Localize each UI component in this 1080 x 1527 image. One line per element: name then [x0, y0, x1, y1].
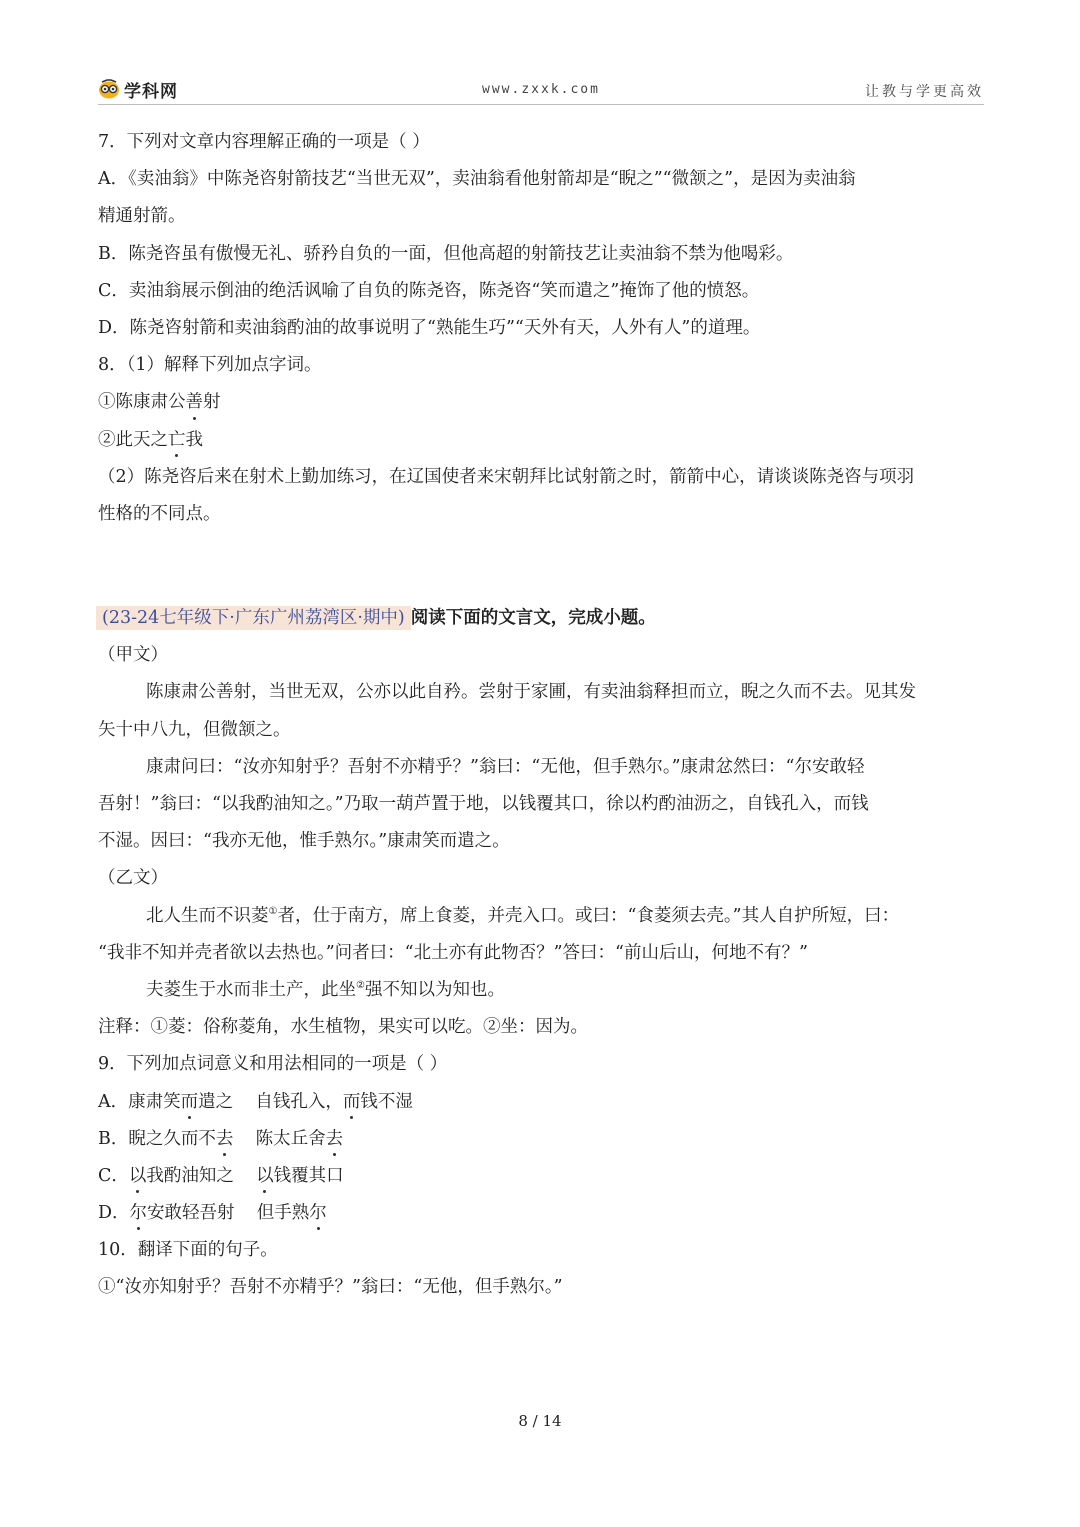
dotted-char: 而 — [181, 1084, 199, 1121]
q9-option-text: 遣之 自钱孔入， — [198, 1091, 343, 1112]
yi-line — [98, 898, 984, 935]
q7-option-d: D．陈尧咨射箭和卖油翁酌油的故事说明了“熟能生巧”“天外有天，人外有人”的道理。 — [98, 317, 761, 338]
slogan: 让教与学更高效 — [865, 84, 984, 100]
page-number: 8 / 14 — [518, 1412, 562, 1430]
q9-option-text: 我酌油知之 — [146, 1165, 257, 1186]
q9-option-text: B．睨之久而不 — [98, 1128, 216, 1149]
q9-option-a — [98, 1084, 984, 1121]
logo-text: 学科网 — [124, 81, 178, 102]
q9-option-text: A．康肃笑 — [98, 1091, 181, 1112]
jia-line: 不湿。因曰：“我亦无他，惟手熟尔。”康肃笑而遣之。 — [98, 831, 510, 852]
q9-stem: 9．下列加点词意义和用法相同的一项是（ ） — [98, 1054, 448, 1075]
dotted-char: 尔 — [309, 1195, 327, 1232]
q10-sentence-1: ①“汝亦知射乎？吾射不亦精乎？”翁曰：“无他，但手熟尔。” — [98, 1277, 563, 1298]
jia-line: 矢十中八九，但微颔之。 — [98, 719, 291, 740]
spacer — [98, 533, 984, 600]
q8-part2-line2: 性格的不同点。 — [98, 503, 221, 524]
q8-item-2-post: 我 — [185, 429, 203, 450]
q9-option-text: 陈太丘舍 — [233, 1128, 326, 1149]
q8-item-1-pre: ①陈康肃公 — [98, 392, 186, 413]
q9-option-d — [98, 1195, 984, 1232]
yi-line-text: 者，仕于南方，席上食菱，并壳入口。或曰：“食菱须去壳。”其人自护所短，曰： — [277, 905, 900, 926]
dotted-char: 亡 — [168, 422, 186, 459]
dotted-char: 善 — [186, 384, 204, 421]
yi-line — [98, 972, 984, 1009]
yi-label: （乙文） — [98, 868, 168, 889]
annotation: 注释：①菱：俗称菱角，水生植物，果实可以吃。②坐：因为。 — [98, 1017, 588, 1038]
section-title: 阅读下面的文言文，完成小题。 — [410, 608, 656, 629]
dotted-char: 去 — [326, 1121, 344, 1158]
page-header — [98, 76, 984, 105]
q9-option-c — [98, 1158, 984, 1195]
q8-stem: 8．（1）解释下列加点字词。 — [98, 355, 322, 376]
q8-item-1-post: 射 — [203, 392, 221, 413]
site-url[interactable]: www.zxxk.com — [482, 82, 600, 97]
q9-option-text: 钱不湿 — [360, 1091, 413, 1112]
yi-line-text: 强不知以为知也。 — [364, 979, 505, 1000]
footnote-mark: ① — [268, 905, 278, 917]
q9-option-b — [98, 1121, 984, 1158]
q9-option-text: C． — [98, 1165, 129, 1186]
jia-line: 吾射！”翁曰：“以我酌油知之。”乃取一葫芦置于地，以钱覆其口，徐以杓酌油沥之，自钱孔入，而钱 — [98, 794, 869, 814]
section-heading — [98, 600, 984, 637]
footnote-mark: ② — [356, 980, 365, 992]
q7-option-c: C．卖油翁展示倒油的绝活讽喻了自负的陈尧咨，陈尧咨“笑而遣之”掩饰了他的愤怒。 — [98, 280, 760, 301]
q8-item-2 — [98, 422, 984, 459]
jia-label: （甲文） — [98, 645, 168, 666]
q9-option-text: D． — [98, 1203, 130, 1224]
q7-option-b: B．陈尧咨虽有傲慢无礼、骄矜自负的一面，但他高超的射箭技艺让卖油翁不禁为他喝彩。 — [98, 243, 794, 264]
jia-line: 陈康肃公善射，当世无双，公亦以此自矜。尝射于家圃，有卖油翁释担而立，睨之久而不去。见其发 — [146, 682, 916, 703]
document-body — [98, 124, 984, 1307]
dotted-char: 去 — [216, 1121, 234, 1158]
q7-option-a-line1: A．《卖油翁》中陈尧咨射箭技艺“当世无双”，卖油翁看他射箭却是“睨之”“微颔之”，是因为卖油翁 — [98, 169, 856, 190]
yi-line-text: 北人生而不识菱 — [146, 905, 269, 926]
q8-item-2-pre: ②此天之 — [98, 429, 168, 450]
q10-stem: 10．翻译下面的句子。 — [98, 1240, 278, 1261]
q9-option-text: 安敢轻吾射 但手熟 — [147, 1203, 310, 1224]
q8-item-1 — [98, 384, 984, 421]
dotted-char: 以 — [256, 1158, 274, 1195]
yi-line: “我非不知并壳者欲以去热也。”问者曰：“北土亦有此物否？”答曰：“前山后山，何地不有？” — [98, 942, 808, 963]
q9-option-text: 钱覆其口 — [273, 1165, 344, 1186]
dotted-char: 尔 — [130, 1195, 148, 1232]
dotted-char: 而 — [343, 1084, 361, 1121]
source-tag[interactable]: (23-24七年级下·广东广州荔湾区·期中) — [96, 606, 411, 630]
yi-line-text: 夫菱生于水而非土产，此坐 — [146, 979, 356, 1000]
q7-stem: 7．下列对文章内容理解正确的一项是（ ） — [98, 132, 430, 152]
dotted-char: 以 — [129, 1158, 147, 1195]
q8-part2-line1: （2）陈尧咨后来在射术上勤加练习，在辽国使者来宋朝拜比试射箭之时，箭箭中心，请谈谈陈尧咨与项羽 — [98, 466, 915, 487]
jia-line: 康肃问曰：“汝亦知射乎？吾射不亦精乎？”翁曰：“无他，但手熟尔。”康肃忿然曰：“尔安敢轻 — [146, 756, 865, 777]
q7-option-a-line2: 精通射箭。 — [98, 206, 186, 227]
